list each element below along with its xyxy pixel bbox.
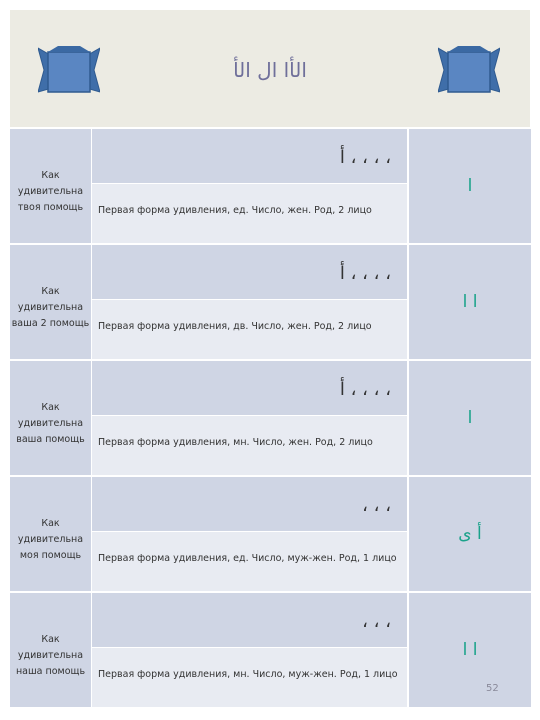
arabic-cell [92, 477, 407, 532]
number-cell [408, 245, 531, 359]
number-cell [408, 593, 531, 707]
number-text: ا ا [462, 640, 478, 660]
number-cell [408, 129, 531, 243]
meaning-text: Как удивительна моя помощь [17, 518, 84, 561]
grammar-text: Первая форма удивления, дв. Число, жен. Род, 2 лицо [98, 321, 372, 332]
table-row [10, 245, 530, 361]
number-text: ا [467, 408, 473, 428]
arabic-text: ، ، ، [362, 611, 391, 632]
number-cell [408, 477, 531, 591]
arabic-text: أ ، ، ، ، [339, 147, 391, 168]
page-number: 52 [486, 683, 499, 694]
meaning-text: Как удивительна твоя помощь [17, 170, 84, 213]
grammar-cell [92, 184, 407, 243]
table-row [10, 361, 530, 477]
grammar-cell [92, 300, 407, 359]
meaning-cell [10, 245, 92, 359]
grammar-cell [92, 416, 407, 475]
arabic-cell [92, 361, 407, 416]
arabic-cell [92, 593, 407, 648]
slide-header [10, 10, 530, 127]
meaning-cell [10, 129, 92, 243]
meaning-cell [10, 593, 92, 707]
ribbon-banner-icon [438, 42, 500, 98]
table-row [10, 129, 530, 245]
arabic-cell [92, 245, 407, 300]
arabic-text: أ ، ، ، ، [339, 263, 391, 284]
meaning-cell [10, 361, 92, 475]
grammar-text: Первая форма удивления, ед. Число, муж-жен. Род, 1 лицо [98, 553, 397, 564]
arabic-cell [92, 129, 407, 184]
meaning-cell [10, 477, 92, 591]
arabic-text: ، ، ، [362, 495, 391, 516]
table-row [10, 593, 530, 709]
number-text: أ ى [458, 524, 482, 544]
number-text: ا ا [462, 292, 478, 312]
grammar-text: Первая форма удивления, ед. Число, жен. Род, 2 лицо [98, 205, 372, 216]
table-row [10, 477, 530, 593]
meaning-text: Как удивительна наша помощь [15, 634, 86, 677]
grammar-text: Первая форма удивления, мн. Число, муж-жен. Род, 1 лицо [98, 669, 398, 680]
arabic-text: أ ، ، ، ، [339, 379, 391, 400]
meaning-text: Как удивительна ваша 2 помощь [11, 286, 90, 329]
grammar-table [10, 129, 530, 709]
grammar-text: Первая форма удивления, мн. Число, жен. Род, 2 лицо [98, 437, 373, 448]
slide-title: الأا ال الأ [233, 58, 307, 82]
grammar-cell [92, 648, 407, 707]
number-cell [408, 361, 531, 475]
grammar-cell [92, 532, 407, 591]
number-text: ا [467, 176, 473, 196]
meaning-text: Как удивительна ваша помощь [16, 402, 85, 445]
